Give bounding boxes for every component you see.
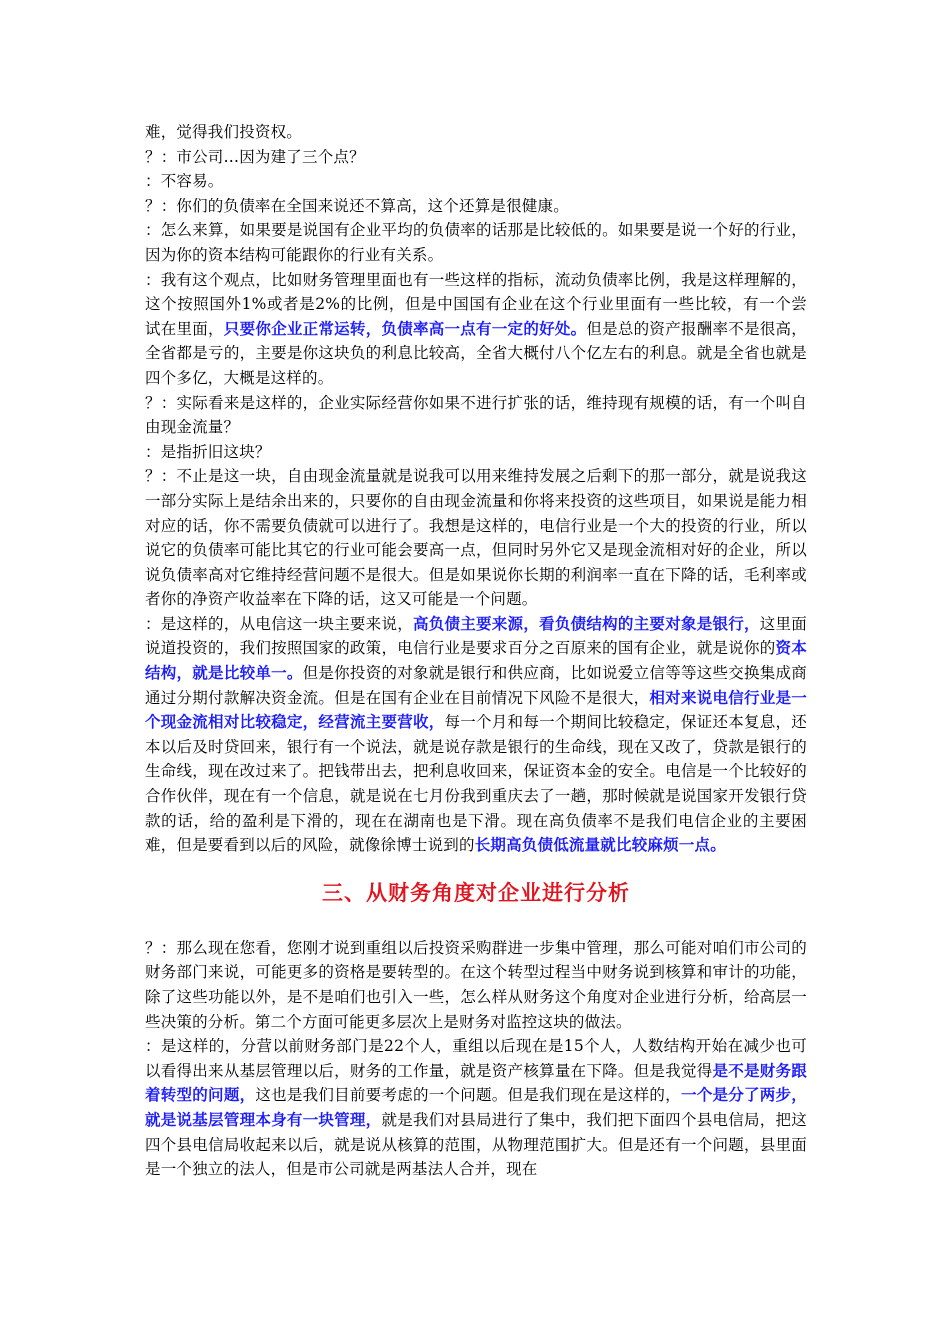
paragraph-text: 这里面说道投资的，我们按照国家的政策，电信行业是要求百分之百原来的国有企业，就是说你的 (145, 614, 808, 658)
paragraph-text: ：不容易。 (145, 172, 224, 191)
paragraph-text: 难，觉得我们投资权。 (145, 123, 303, 141)
highlighted-text: 相对来说电信行业是一个现金流相对比较稳定，经营流主要营收， (145, 687, 807, 732)
transcript-paragraph (145, 169, 807, 194)
paragraph-text: ：是这样的，分营以前财务部门是22个人，重组以后现在是15个人，人数结构开始在减少也可以看得出来从基层管理以后，财务的工作量，就是资产核算量在下降。但是我觉得 (145, 1037, 807, 1080)
transcript-paragraph (145, 145, 807, 170)
transcript-paragraph (145, 391, 807, 440)
paragraph-text: ：我有这个观点，比如财务管理里面也有一些这样的指标，流动负债率比例，我是这样理解的，这个按照国外1%或者是2%的比例，但是中国国有企业在这个行业里面有一些比较，有一个尝试在里面， (145, 270, 807, 338)
transcript-paragraph (145, 1034, 807, 1182)
highlighted-text: 一个是分了两步，就是说基层管理本身有一块管理， (145, 1085, 807, 1129)
transcript-paragraph (145, 120, 807, 145)
section-heading: 三、从财务角度对企业进行分析 (322, 879, 630, 905)
highlighted-text: 长期高负债低流量就比较麻烦一点。 (474, 835, 726, 855)
transcript-paragraph (145, 936, 807, 1034)
paragraph-text: ？：实际看来是这样的，企业实际经营你如果不进行扩张的话，维持现有规模的话，有一个叫自由现金流量？ (145, 393, 807, 437)
paragraph-text: ：是这样的，从电信这一块主要来说， (145, 614, 413, 633)
paragraph-text: 这也是我们目前要考虑的一个问题。但是我们现在是这样的， (255, 1086, 681, 1105)
paragraph-text: 但是总的资产报酬率不是很高，全省都是亏的，主要是你这块负的利息比较高，全省大概付八个亿左右的利息。就是全省也就是四个多亿，大概是这样的。 (145, 319, 807, 387)
paragraph-text: ？：你们的负债率在全国来说还不算高，这个还算是很健康。 (145, 196, 569, 215)
paragraph-text: ：怎么来算，如果要是说国有企业平均的负债率的话那是比较低的。如果要是说一个好的行业，因为你的资本结构可能跟你的行业有关系。 (145, 221, 807, 264)
paragraph-text: ？：那么现在您看，您刚才说到重组以后投资采购群进一步集中管理，那么可能对咱们市公司的财务部门来说，可能更多的资格是要转型的。在这个转型过程当中财务说到核算和审计的功能，除了这些功能以外，是不是咱们也引入一些，怎么样从财务这个角度对企业进行分析，给高层一些决策的分析。第二个方面可能更多层次上是财务对监控这块的做法。 (145, 938, 807, 1031)
transcript-paragraph (145, 218, 807, 267)
transcript-paragraph (145, 440, 807, 465)
transcript-paragraph (145, 612, 807, 858)
highlighted-text: 资本结构，就是比较单一。 (145, 638, 807, 683)
transcript-before-section (145, 120, 807, 858)
transcript-after-section (145, 936, 807, 1182)
transcript-paragraph (145, 464, 807, 612)
paragraph-text: ？：市公司…因为建了三个点？ (145, 147, 365, 166)
transcript-paragraph (145, 268, 807, 391)
paragraph-text: ：是指折旧这块？ (145, 442, 271, 461)
paragraph-text: 但是你投资的对象就是银行和供应商，比如说爱立信等等这些交换集成商通过分期付款解决资金流。但是在国有企业在目前情况下风险不是很大， (145, 664, 807, 707)
document-page (145, 120, 807, 1182)
paragraph-text: 就是我们对县局进行了集中，我们把下面四个县电信局，把这四个县电信局收起来以后，就是说从核算的范围，从物理范围扩大。但是还有一个问题，县里面是一个独立的法人，但是市公司就是两基法人合并，现在 (145, 1110, 807, 1179)
highlighted-text: 高负债主要来源，看负债结构的主要对象是银行， (412, 613, 760, 633)
highlighted-text: 只要你企业正常运转，负债率高一点有一定的好处。 (223, 318, 587, 338)
paragraph-text: ？：不止是这一块，自由现金流量就是说我可以用来维持发展之后剩下的那一部分，就是说我这一部分实际上是结余出来的，只要你的自由现金流量和你将来投资的这些项目，如果说是能力相对应的话，你不需要负债就可以进行了。我想是这样的，电信行业是一个大的投资的行业，所以说它的负债率可能比其它的行业可能会要高一点，但同时另外它又是现金流相对好的企业，所以说负债率高对它维持经营问题不是很大。但是如果说你长期的利润率一直在下降的话，毛利率或者你的净资产收益率在下降的话，这又可能是一个问题。 (145, 467, 807, 609)
transcript-paragraph (145, 194, 807, 219)
paragraph-text: 每一个月和每一个期间比较稳定，保证还本复息，还本以后及时贷回来，银行有一个说法，就是说存款是银行的生命线，现在又改了，贷款是银行的生命线，现在改过来了。把钱带出去，把利息收回来，保证资本金的安全。电信是一个比较好的合作伙伴，现在有一个信息，就是说在七月份我到重庆去了一趟，那时候就是说国家开发银行贷款的话，给的盈利是下滑的，现在在湖南也是下滑。现在高负债率不是我们电信企业的主要困难，但是要看到以后的风险，就像徐博士说到的 (145, 713, 807, 855)
highlighted-text: 是不是财务跟着转型的问题， (145, 1060, 808, 1105)
